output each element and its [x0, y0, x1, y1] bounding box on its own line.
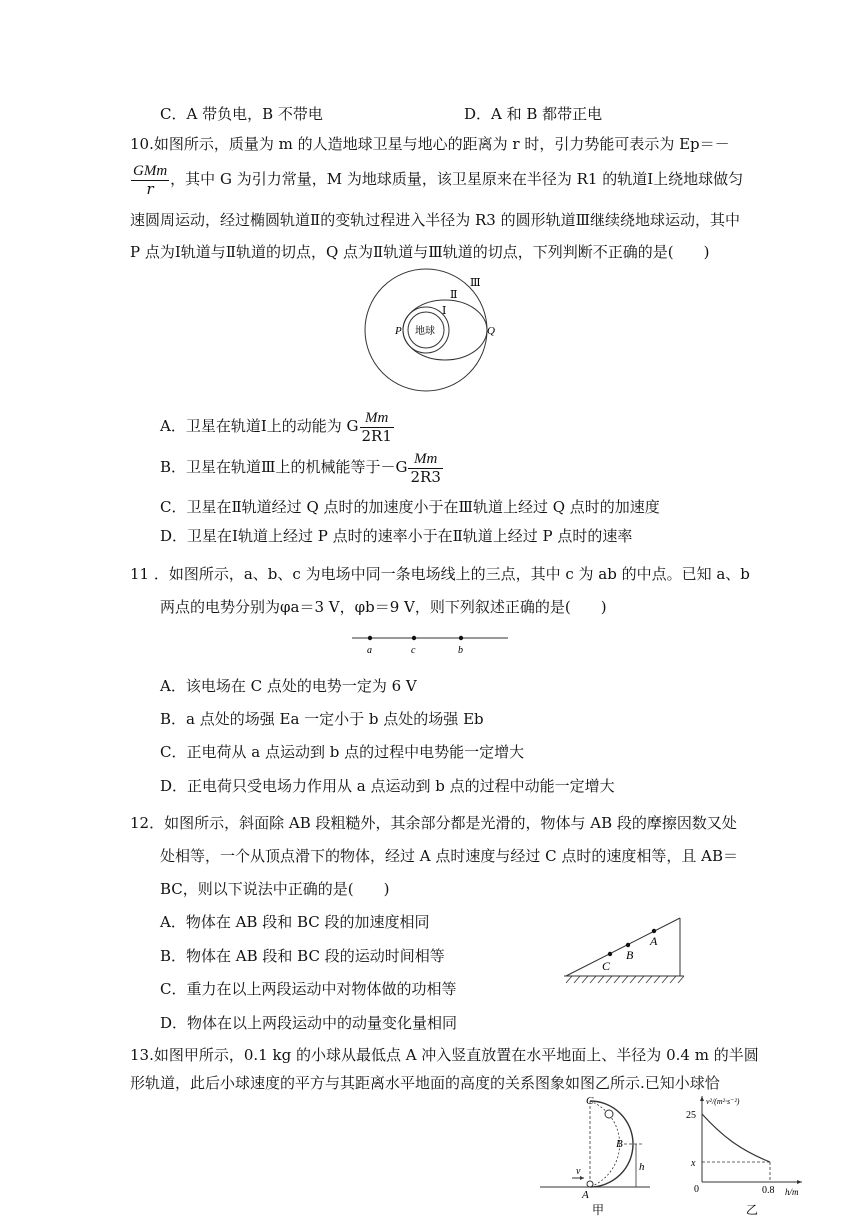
- point-b: [459, 636, 463, 640]
- q13-figure-jia: [536, 1092, 654, 1216]
- q12-incline-figure: [560, 912, 690, 986]
- q13-stem-line-1: 13.如图甲所示，0.1 kg 的小球从最低点 A 冲入竖直放置在水平地面上、半径为 0.4 m 的半圆: [130, 1046, 759, 1064]
- svg-text:C: C: [602, 959, 611, 973]
- q10-stem-line-3: 速圆周运动，经过椭圆轨道Ⅱ的变轨过程进入半径为 R3 的圆形轨道Ⅲ继续绕地球运动，其中: [130, 211, 741, 229]
- q12-stem-line-3: BC，则以下说法中正确的是( ): [160, 880, 390, 898]
- q11-option-c: C．正电荷从 a 点运动到 b 点的过程中电势能一定增大: [160, 743, 525, 761]
- svg-text:h: h: [639, 1161, 645, 1173]
- q13-figure-yi: [682, 1092, 810, 1216]
- svg-text:b: b: [458, 645, 463, 656]
- q12-stem-line-1: 12．如图所示，斜面除 AB 段粗糙外，其余部分都是光滑的，物体与 AB 段的摩擦因数又处: [130, 814, 737, 832]
- q9-option-c: C．A 带负电，B 不带电: [160, 105, 323, 123]
- point-B: [626, 943, 630, 947]
- svg-text:v²/(m²·s⁻²): v²/(m²·s⁻²): [706, 1097, 740, 1106]
- v2-h-curve: [702, 1114, 770, 1162]
- q10-stem-line-1: 10.如图所示，质量为 m 的人造地球卫星与地心的距离为 r 时，引力势能可表示为 Ep＝－: [130, 135, 730, 153]
- caption-jia: 甲: [592, 1203, 605, 1216]
- q9-option-d: D．A 和 B 都带正电: [464, 105, 603, 123]
- q12-option-c: C．重力在以上两段运动中对物体做的功相等: [160, 980, 457, 998]
- label-earth: 地球: [415, 326, 435, 337]
- svg-text:x: x: [691, 1158, 696, 1169]
- q10-stem-line-4: P 点为Ⅰ轨道与Ⅱ轨道的切点，Q 点为Ⅱ轨道与Ⅲ轨道的切点，下列判断不正确的是( ): [130, 243, 710, 261]
- q11-option-b: B．a 点处的场强 Ea 一定小于 b 点处的场强 Eb: [160, 710, 484, 728]
- q10-option-a: A．卫星在轨道Ⅰ上的动能为 G $\frac{Mm}{2R1}$: [160, 409, 392, 445]
- point-C: [608, 952, 612, 956]
- svg-text:B: B: [616, 1138, 623, 1150]
- q10-option-b: B．卫星在轨道Ⅲ上的机械能等于－G $\frac{Mm}{2R3}$: [160, 450, 441, 486]
- svg-text:0.8: 0.8: [762, 1185, 775, 1196]
- q12-option-b: B．物体在 AB 段和 BC 段的运动时间相等: [160, 947, 445, 965]
- svg-text:c: c: [411, 645, 416, 656]
- label-III: Ⅲ: [470, 277, 481, 289]
- point-A: [652, 929, 656, 933]
- label-I: Ⅰ: [442, 305, 447, 317]
- q10-option-d: D．卫星在Ⅰ轨道上经过 P 点时的速率小于在Ⅱ轨道上经过 P 点时的速率: [160, 527, 633, 545]
- svg-text:v: v: [576, 1166, 581, 1177]
- svg-text:B: B: [626, 948, 634, 962]
- q12-stem-line-2: 处相等，一个从顶点滑下的物体，经过 A 点时速度与经过 C 点时的速度相等，且 AB＝: [160, 847, 739, 865]
- q10-option-c: C．卫星在Ⅱ轨道经过 Q 点时的加速度小于在Ⅲ轨道上经过 Q 点时的加速度: [160, 498, 660, 516]
- svg-text:0: 0: [694, 1184, 699, 1195]
- ground-hatching: [566, 976, 684, 983]
- svg-text:h/m: h/m: [785, 1187, 799, 1197]
- q11-stem-line-1: 11 ．如图所示，a、b、c 为电场中同一条电场线上的三点，其中 c 为 ab 的中点。已知 a、b: [130, 565, 750, 583]
- q11-stem-line-2: 两点的电势分别为φa＝3 V，φb＝9 V，则下列叙述正确的是( ): [160, 598, 607, 616]
- ball-top: [605, 1110, 613, 1118]
- svg-text:25: 25: [686, 1110, 696, 1121]
- label-P: P: [395, 325, 402, 337]
- q10-potential-fraction: $\frac{\text{GMm}}{r}$: [133, 162, 168, 198]
- svg-text:A: A: [582, 1189, 589, 1201]
- point-a: [368, 636, 372, 640]
- caption-yi: 乙: [746, 1203, 759, 1216]
- q12-option-d: D．物体在以上两段运动中的动量变化量相同: [160, 1014, 458, 1032]
- point-c: [412, 636, 416, 640]
- q11-option-a: A．该电场在 C 点处的电势一定为 6 V: [160, 677, 417, 695]
- q10-orbit-figure: [360, 268, 510, 394]
- svg-text:a: a: [367, 645, 372, 656]
- q11-field-line-figure: [348, 628, 512, 656]
- label-Q: Q: [487, 325, 495, 337]
- svg-text:C: C: [586, 1095, 594, 1107]
- q13-stem-line-2: 形轨道，此后小球速度的平方与其距离水平地面的高度的关系图象如图乙所示.已知小球恰: [130, 1074, 720, 1092]
- svg-text:A: A: [650, 934, 658, 948]
- q11-option-d: D．正电荷只受电场力作用从 a 点运动到 b 点的过程中动能一定增大: [160, 777, 615, 795]
- q12-option-a: A．物体在 AB 段和 BC 段的加速度相同: [160, 913, 430, 931]
- label-II: Ⅱ: [450, 289, 458, 301]
- incline-surface: [566, 918, 680, 976]
- ball-bottom: [587, 1181, 593, 1187]
- q10-stem-line-2: $\frac{\text{GMm}}{r}$ ，其中 G 为引力常量，M 为地球质量，该卫星原来在半径为 R1 的轨道Ⅰ上绕地球做匀: [133, 162, 744, 198]
